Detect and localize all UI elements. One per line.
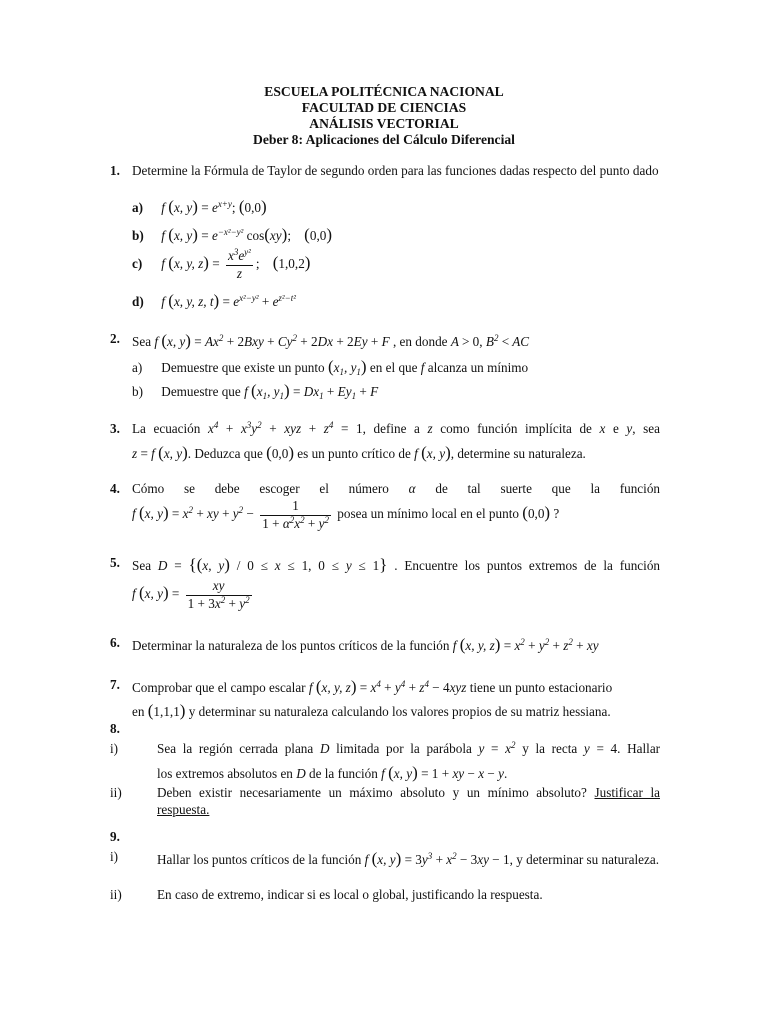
formula: f (x, $y) = Ax^2 + 2Bxy + Cy^2 + 2Dx + 2Ey + F$ — [154, 331, 390, 350]
problem-3 — [112, 420, 660, 468]
problem-text: Determine la Fórmula de Taylor de segundo orden para las funciones dadas respecto del punto dado — [132, 163, 659, 178]
item-ii-text: Deben existir necesariamente un máximo absoluto y un mínimo absoluto? Justificar la respuesta. — [157, 785, 660, 818]
problem-number: 9. — [110, 829, 120, 844]
problem-9 — [112, 828, 660, 908]
formula: f ($x_1$, $y_1) = Dx_1 + Ey_1 + F$ — [244, 381, 379, 401]
formula: f (x, $y) = x^2$ + xy + $y^2$ − $\frac{1}{1 + \alpha^2x^2 + y^2}$ — [132, 498, 329, 531]
school-name: ESCUELA POLITÉCNICA NACIONAL — [264, 84, 504, 99]
item-c: c) f (x, y, z) = $\frac{x^3e^{y^2}}{z}$ ; (1,0,2) — [132, 247, 311, 281]
condition: A > 0, $B^2$ < AC — [450, 333, 530, 349]
assignment-title: Deber 8: Aplicaciones del Cálculo Diferencial — [253, 132, 515, 148]
formula: f (x, y, z) = $\frac{x^3e^{y^2}}{z}$ ; (1,0,2) — [161, 247, 311, 281]
problem-4 — [112, 480, 660, 540]
item-ii-label: ii) — [110, 887, 122, 902]
item-i-line-1: Sea la región cerrada plana D limitada por la parábola $y = x^2$ y la recta y = 4. Hallar — [157, 740, 661, 756]
problem-number: 5. — [110, 555, 120, 570]
item-i-line-2: los extremos absolutos en D de la función f (x, y) = 1 + xy − x − y. — [157, 763, 508, 782]
formula: f (x, y) = 1 + xy − x − y — [381, 763, 504, 782]
problem-number: 7. — [110, 677, 120, 692]
problem-1 — [112, 162, 660, 312]
document-header — [0, 84, 768, 148]
item-b: b) Demuestre que f ($x_1$, $y_1) = Dx_1 + Ey_1 + F$ — [132, 381, 379, 401]
problem-text: Sea f (x, $y) = Ax^2 + 2Bxy + Cy^2 + 2Dx + 2Ey + F$ , en donde A > 0, $B^2$ < AC — [132, 331, 530, 350]
problem-number: 3. — [110, 421, 120, 436]
problem-number: 2. — [110, 331, 120, 346]
item-ii-text: En caso de extremo, indicar si es local o global, justificando la respuesta. — [157, 887, 543, 902]
problem-number: 1. — [110, 163, 120, 178]
problem-text-line-1: Comprobar que el campo escalar f (x, y, $z) = x^4 + y^4 + z^4 - 4xyz$ tiene un punto estacionario — [132, 677, 613, 696]
problem-text-line-2: f (x, $y) = x^2$ + xy + $y^2$ − $\frac{1}{1 + \alpha^2x^2 + y^2}$ posea un mínimo local en el punto (0,0) ? — [132, 498, 560, 531]
formula: f (x, $y) = e^{x+y}$; (0,0) — [161, 197, 267, 216]
problem-2 — [112, 330, 660, 405]
problem-7 — [112, 676, 660, 726]
item-i-label: i) — [110, 849, 119, 864]
problem-text-line-2: z = f (x, y). Deduzca que (0,0) es un punto crítico de f (x, y), determine su naturaleza. — [132, 443, 586, 462]
faculty-name: FACULTAD DE CIENCIAS — [301, 100, 467, 116]
item-d: d) f (x, y, z, $t) = e^{x^2-y^2} + e^{z^2-t^2}$ — [132, 291, 296, 310]
formula: f (x, $y) = 3y^3 + x^2 - 3xy - 1$ — [364, 849, 510, 868]
formula: f (x, y, z, $t) = e^{x^2-y^2} + e^{z^2-t^2}$ — [161, 291, 296, 310]
problem-6 — [112, 634, 660, 658]
problem-text-line-1: Sea D = {(x, y) / 0 ≤ x ≤ 1, 0 ≤ y ≤ 1} . Encuentre los puntos extremos de la función — [132, 555, 661, 574]
formula: f (x, y, $z) = x^4 + y^4 + z^4 - 4xyz$ — [308, 677, 467, 696]
formula: f (x, y) = $\frac{xy}{1 + 3x^2 + y^2}$ — [132, 578, 250, 611]
problem-text: Determinar la naturaleza de los puntos críticos de la función f (x, y, $z) = x^2 + y^2 + z^2$ + xy — [132, 635, 599, 654]
formula: f (x, y, $z) = x^2 + y^2 + z^2$ + xy — [452, 635, 599, 654]
problem-text-line-1: Cómo se debe escoger el número α de tal suerte que la función — [132, 481, 661, 496]
problem-text-line-1: La ecuación $x^4 + x^3y^2$ + xyz + $z^4 = 1$, define a z como función implícita de x e y, sea — [132, 420, 661, 436]
formula: f (x, $y) = e^{-x^2-y^2}$ cos(xy); (0,0) — [161, 225, 332, 244]
item-a: a) f (x, $y) = e^{x+y}$; (0,0) — [132, 197, 267, 216]
domain-set: D = {(x, y) / 0 ≤ x ≤ 1, 0 ≤ y ≤ 1} — [157, 555, 388, 574]
problem-8 — [112, 720, 660, 820]
course-name: ANÁLISIS VECTORIAL — [309, 116, 459, 132]
item-i-label: i) — [110, 741, 119, 756]
problem-number: 6. — [110, 635, 120, 650]
problem-text-line-2: en (1,1,1) y determinar su naturaleza calculando los valores propios de su matriz hessiana. — [132, 701, 611, 720]
item-b: b) f (x, $y) = e^{-x^2-y^2}$ cos(xy); (0,0) — [132, 225, 332, 244]
problem-number: 4. — [110, 481, 120, 496]
item-a: a) Demuestre que existe un punto ($x_1$, $y_1$) en el que f alcanza un mínimo — [132, 357, 529, 377]
item-ii-label: ii) — [110, 785, 122, 800]
problem-text-line-2 — [132, 578, 660, 612]
problem-number: 8. — [110, 721, 120, 736]
problem-5 — [112, 554, 660, 624]
item-i-text: Hallar los puntos críticos de la función f (x, $y) = 3y^3 + x^2 - 3xy - 1$, y determinar su naturaleza. — [157, 849, 660, 868]
